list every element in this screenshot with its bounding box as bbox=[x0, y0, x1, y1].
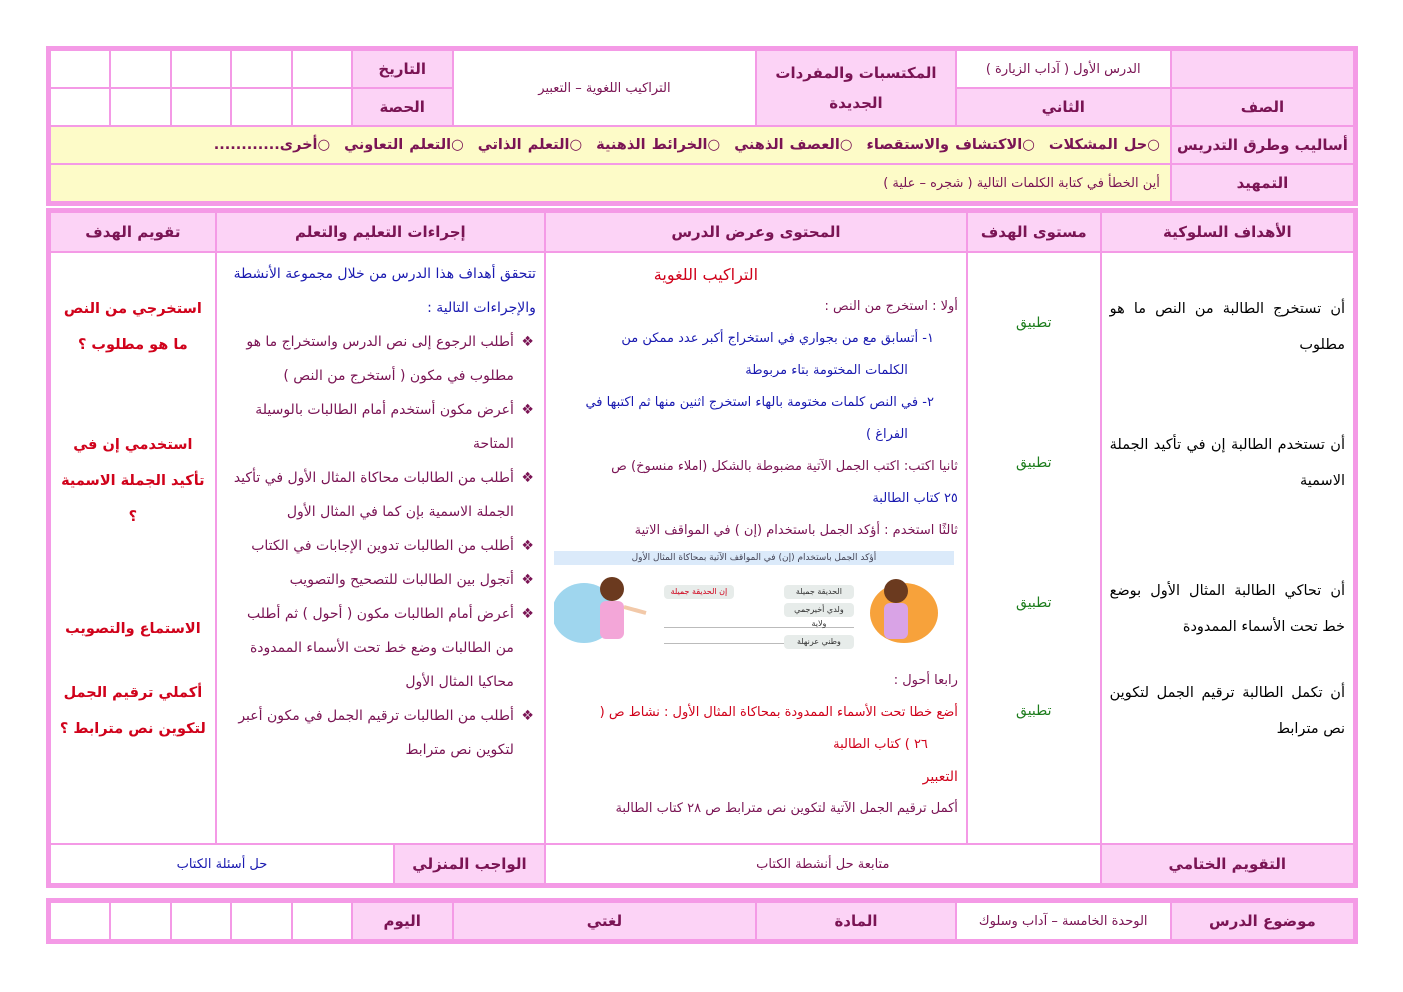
col-level: مستوى الهدف bbox=[967, 212, 1101, 252]
activity-caption: أؤكد الجمل باستخدام (إن) في المواقف الآتية بمحاكاة المثال الأول bbox=[554, 551, 954, 565]
procedure-item: ❖ أطلب من الطالبات تدوين الإجابات في الكتاب bbox=[225, 529, 536, 563]
footer-table bbox=[46, 898, 1358, 944]
objective-item: أن تكمل الطالبة ترقيم الجمل لتكوين نص مترابط bbox=[1109, 685, 1345, 737]
day-cell[interactable] bbox=[171, 902, 231, 940]
class-label: الصف bbox=[1171, 88, 1354, 126]
final-label: التقويم الختامي bbox=[1101, 844, 1354, 884]
diamond-bullet-icon: ❖ bbox=[521, 606, 534, 622]
level-item: تطبيق bbox=[1016, 703, 1052, 719]
objective-item: أن تستخدم الطالبة إن في تأكيد الجملة الاسمية bbox=[1109, 437, 1345, 489]
methods-list bbox=[50, 126, 1171, 164]
period-label: الحصة bbox=[352, 88, 453, 126]
procedures-list bbox=[225, 325, 536, 767]
activity-sentence: الحديقة جميلة bbox=[795, 587, 842, 596]
evaluation-cell bbox=[50, 252, 216, 844]
content-fourth-ref: ٢٦ ) كتاب الطالبة bbox=[833, 737, 928, 752]
method-option[interactable]: ○التعلم الذاتي bbox=[477, 137, 583, 153]
activity-figures bbox=[554, 551, 954, 661]
day-cell[interactable] bbox=[50, 902, 110, 940]
level-cell bbox=[967, 252, 1101, 844]
subject-value: لغتي bbox=[453, 902, 757, 940]
content-item: الفراغ ) bbox=[866, 427, 908, 442]
diamond-bullet-icon: ❖ bbox=[521, 470, 534, 486]
topic-value: الوحدة الخامسة – آداب وسلوك bbox=[956, 902, 1171, 940]
objectives-cell bbox=[1101, 252, 1354, 844]
level-item: تطبيق bbox=[1016, 595, 1052, 611]
content-third: ثالثًا استخدم : أؤكد الجمل باستخدام (إن ) في المواقف الاتية bbox=[634, 523, 958, 538]
level-item: تطبيق bbox=[1016, 455, 1052, 471]
evaluation-item: الاستماع والتصويب bbox=[65, 621, 201, 637]
evaluation-item: أكملي ترقيم الجمل لتكوين نص مترابط ؟ bbox=[59, 685, 206, 737]
date-cell[interactable] bbox=[50, 50, 110, 88]
diamond-bullet-icon: ❖ bbox=[521, 402, 534, 418]
content-expression: التعبير bbox=[922, 769, 958, 785]
evaluation-item: استخرجي من النص ما هو مطلوب ؟ bbox=[63, 301, 202, 353]
procedure-item: ❖ أتجول بين الطالبات للتصحيح والتصويب bbox=[225, 563, 536, 597]
header-table bbox=[46, 46, 1358, 206]
activity-sentence: ولدي أخيرجمي ولاية bbox=[794, 605, 844, 628]
methods-label: أساليب وطرق التدريس bbox=[1171, 126, 1354, 164]
col-objectives: الأهداف السلوكية bbox=[1101, 212, 1354, 252]
period-cell[interactable] bbox=[50, 88, 110, 126]
day-cell[interactable] bbox=[110, 902, 170, 940]
procedure-item: ❖ أطلب الرجوع إلى نص الدرس واستخراج ما هو مطلوب في مكون ( أستخرج من النص ) bbox=[225, 325, 536, 393]
day-cell[interactable] bbox=[292, 902, 352, 940]
homework-label: الواجب المنزلي bbox=[394, 845, 544, 883]
diamond-bullet-icon: ❖ bbox=[521, 334, 534, 350]
content-second-ref: ٢٥ كتاب الطالبة bbox=[872, 491, 958, 506]
method-option[interactable]: ○التعلم التعاوني bbox=[344, 137, 464, 153]
period-cell[interactable] bbox=[231, 88, 291, 126]
activity-answer: إن الحديقة جميلة bbox=[670, 587, 728, 596]
subject-label: المادة bbox=[756, 902, 955, 940]
main-table bbox=[46, 208, 1358, 888]
lesson-name: الدرس الأول ( آداب الزيارة ) bbox=[956, 50, 1171, 88]
content-item: ١- أتسابق مع من بجواري في استخراج أكبر عدد ممكن من bbox=[621, 331, 934, 346]
homework-cell bbox=[50, 844, 545, 884]
day-cell[interactable] bbox=[231, 902, 291, 940]
procedure-item: ❖ أعرض مكون أستخدم أمام الطالبات بالوسيلة المتاحة bbox=[225, 393, 536, 461]
period-cell[interactable] bbox=[292, 88, 352, 126]
objective-item: أن تحاكي الطالبة المثال الأول بوضع خط تحت الأسماء الممدودة bbox=[1109, 583, 1345, 635]
evaluation-item: استخدمي إن في تأكيد الجملة الاسمية ؟ bbox=[61, 437, 205, 525]
date-label: التاريخ bbox=[352, 50, 453, 88]
method-option[interactable]: ○حل المشكلات bbox=[1048, 137, 1160, 153]
empty-cell bbox=[1171, 50, 1354, 88]
col-procedures: إجراءات التعليم والتعلم bbox=[216, 212, 545, 252]
date-cell[interactable] bbox=[292, 50, 352, 88]
period-cell[interactable] bbox=[110, 88, 170, 126]
content-first: أولا : استخرج من النص : bbox=[824, 299, 958, 314]
content-cell bbox=[545, 252, 967, 844]
topic-label: موضوع الدرس bbox=[1171, 902, 1354, 940]
method-option[interactable]: ○الخرائط الذهنية bbox=[596, 137, 721, 153]
level-item: تطبيق bbox=[1016, 315, 1052, 331]
diamond-bullet-icon: ❖ bbox=[521, 572, 534, 588]
content-fourth-text: أضع خطا تحت الأسماء الممدودة بمحاكاة المثال الأول : نشاط ص ( bbox=[599, 705, 958, 720]
diamond-bullet-icon: ❖ bbox=[521, 708, 534, 724]
date-cell[interactable] bbox=[231, 50, 291, 88]
method-option[interactable]: ○الاكتشاف والاستقصاء bbox=[866, 137, 1035, 153]
content-expression-text: أكمل ترقيم الجمل الآتية لتكوين نص مترابط ص ٢٨ كتاب الطالبة bbox=[615, 801, 958, 816]
structures-value: التراكيب اللغوية – التعبير bbox=[453, 50, 757, 126]
content-item: ٢- في النص كلمات مختومة بالهاء استخرج اثنين منها ثم اكتبها في bbox=[585, 395, 934, 410]
procedures-intro: تتحقق أهداف هذا الدرس من خلال مجموعة الأنشطة والإجراءات التالية : bbox=[233, 266, 536, 316]
procedure-item: ❖ أطلب من الطالبات محاكاة المثال الأول في تأكيد الجملة الاسمية بإن كما في المثال الأول bbox=[225, 461, 536, 529]
intro-label: التمهيد bbox=[1171, 164, 1354, 202]
intro-text: أين الخطأ في كتابة الكلمات التالية ( شجره – علية ) bbox=[50, 164, 1171, 202]
method-option[interactable]: ○أخرى............ bbox=[213, 137, 331, 153]
class-value: الثاني bbox=[956, 88, 1171, 126]
day-label: اليوم bbox=[352, 902, 453, 940]
activity-sentence: وطني عرنهلة bbox=[796, 637, 841, 646]
objective-item: أن تستخرج الطالبة من النص ما هو مطلوب bbox=[1109, 301, 1345, 353]
content-second: ثانيا اكتب: اكتب الجمل الآتية مضبوطة بالشكل (املاء منسوخ) ص bbox=[611, 459, 958, 474]
content-item: الكلمات المختومة بتاء مربوطة bbox=[745, 363, 908, 378]
col-content: المحتوى وعرض الدرس bbox=[545, 212, 967, 252]
activity-image bbox=[554, 551, 954, 661]
acquisitions-label: المكتسبات والمفردات الجديدة bbox=[756, 50, 955, 126]
final-value: متابعة حل أنشطة الكتاب bbox=[545, 844, 1101, 884]
content-title: التراكيب اللغوية bbox=[653, 265, 759, 284]
diamond-bullet-icon: ❖ bbox=[521, 538, 534, 554]
col-evaluation: تقويم الهدف bbox=[50, 212, 216, 252]
method-option[interactable]: ○العصف الذهني bbox=[734, 137, 853, 153]
procedures-cell bbox=[216, 252, 545, 844]
content-fourth: رابعا أحول : bbox=[893, 673, 958, 688]
date-cell[interactable] bbox=[171, 50, 231, 88]
homework-value: حل أسئلة الكتاب bbox=[176, 856, 268, 872]
date-cell[interactable] bbox=[110, 50, 170, 88]
procedure-item: ❖ أعرض أمام الطالبات مكون ( أحول ) ثم أطلب من الطالبات وضع خط تحت الأسماء الممدودة محاكيا المثال الأول bbox=[225, 597, 536, 699]
procedure-item: ❖ أطلب من الطالبات ترقيم الجمل في مكون أعبر لتكوين نص مترابط bbox=[225, 699, 536, 767]
period-cell[interactable] bbox=[171, 88, 231, 126]
